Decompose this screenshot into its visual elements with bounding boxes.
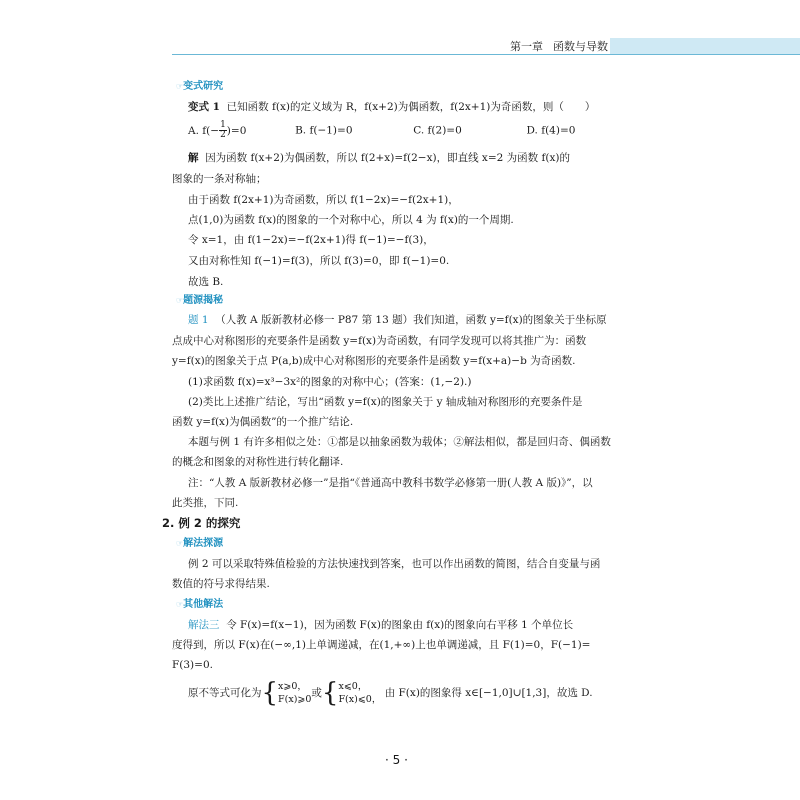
running-header [510,38,608,54]
heading-mark-icon: ☞ [176,539,183,548]
inequality-conclusion: 由 F(x)的图象得 x∈[−1,0]∪[1,3]，故选 D. [384,687,593,699]
variant-stem [188,100,595,114]
variant-options [188,121,575,140]
source-line-7: 本题与例 1 有许多相似之处：①都是以抽象函数为载体；②解法相似，都是回归奇、偶函数 [188,436,611,448]
chapter-title: 函数与导数 [553,40,608,53]
heading-mark-icon: ☞ [176,600,183,609]
source-heading: ☞题源揭秘 [176,295,224,306]
source-note-1: 注：“人教 A 版新教材必修一”是指“《普通高中教科书数学必修第一册(人教 A 版)》”，以 [188,477,593,489]
solution-line-5: 令 x=1，由 f(1−2x)=−f(2x+1)得 f(−1)=−f(3)， [188,234,434,246]
source-note-2: 此类推，下同. [172,497,239,509]
option-d: D. f(4)=0 [526,124,576,137]
page-number: · 5 · [385,753,408,767]
method-line-1: 解法三 令 F(x)=f(x−1)，因为函数 F(x)的图象由 f(x)的图象向右平移 1 个单位长 [188,619,574,631]
source-line-2: 点成中心对称图形的充要条件是函数 y=f(x)为奇函数，有同学发现可以将其推广为：函数 [172,335,587,347]
explore-line-2: 数值的符号求得结果. [172,578,270,590]
solution-line-4: 点(1,0)为函数 f(x)的图象的一个对称中心，所以 4 为 f(x)的一个周期. [188,214,514,226]
inequality-prefix: 原不等式可化为 [188,687,262,699]
header-rule [172,54,800,55]
solution-line-6: 又由对称性知 f(−1)=f(3)，所以 f(3)=0，即 f(−1)=0. [188,255,450,267]
source-line-3: y=f(x)的图象关于点 P(a,b)成中心对称图形的充要条件是函数 y=f(x+a)−b 为奇函数. [172,355,576,367]
case-two: x⩽0， F(x)⩽0， [338,681,382,705]
method-line-2: 度得到，所以 F(x)在(−∞,1)上单调递减，在(1,+∞)上也单调递减，且 F(1)=0，F(−1)= [172,639,591,651]
variant-label: 变式 1 [188,101,220,113]
option-a: A. f(− $\frac{1}{2}$ )=0 [188,120,247,140]
source-line-6: 函数 y=f(x)为偶函数”的一个推广结论. [172,416,354,428]
option-b: B. f(−1)=0 [295,124,353,137]
solution-line-2: 图象的一条对称轴； [172,173,267,185]
source-line-8: 的概念和图象的对称性进行转化翻译. [172,456,344,468]
explore-line-1: 例 2 可以采取特殊值检验的方法快速找到答案，也可以作出函数的简图，结合自变量与函 [188,558,601,570]
solution-line-7: 故选 B. [188,276,224,288]
left-brace-icon: { [321,678,339,708]
example2-heading: 2. 例 2 的探究 [162,516,241,530]
case-one: x⩾0， F(x)⩾0 [278,681,312,705]
or-word: 或 [311,687,322,699]
source-line-1: 题 1 （人教 A 版新教材必修一 P87 第 13 题）我们知道，函数 y=f(x)的图象关于坐标原 [188,314,607,326]
explore-heading: ☞解法探源 [176,538,224,549]
option-c: C. f(2)=0 [413,124,462,137]
method-line-3: F(3)=0. [172,659,213,671]
fraction-one-half: $\frac{1}{2}$ [220,120,226,140]
inequality-cases [188,676,593,710]
heading-mark-icon: ☞ [176,82,183,91]
source-label: 题 1 [188,314,209,326]
solution-label: 解 [188,152,199,164]
source-line-4: (1)求函数 f(x)=x³−3x²的图象的对称中心；(答案：(1,−2).) [188,376,472,388]
left-brace-icon: { [261,678,279,708]
method-label: 解法三 [188,619,220,631]
solution-line-1: 解 因为函数 f(x+2)为偶函数，所以 f(2+x)=f(2−x)，即直线 x=2 为函数 f(x)的 [188,152,571,164]
variant-heading: ☞变式研究 [176,81,224,92]
other-methods-heading: ☞其他解法 [176,599,224,610]
heading-mark-icon: ☞ [176,296,183,305]
variant-stem-text: 已知函数 f(x)的定义域为 R，f(x+2)为偶函数，f(2x+1)为奇函数，则（ ） [226,101,596,113]
source-line-5: (2)类比上述推广结论，写出“函数 y=f(x)的图象关于 y 轴成轴对称图形的充要条件是 [188,396,583,408]
chapter-label: 第一章 [510,40,543,53]
header-accent-bar [610,38,800,54]
solution-line-3: 由于函数 f(2x+1)为奇函数，所以 f(1−2x)=−f(2x+1)， [188,194,459,206]
